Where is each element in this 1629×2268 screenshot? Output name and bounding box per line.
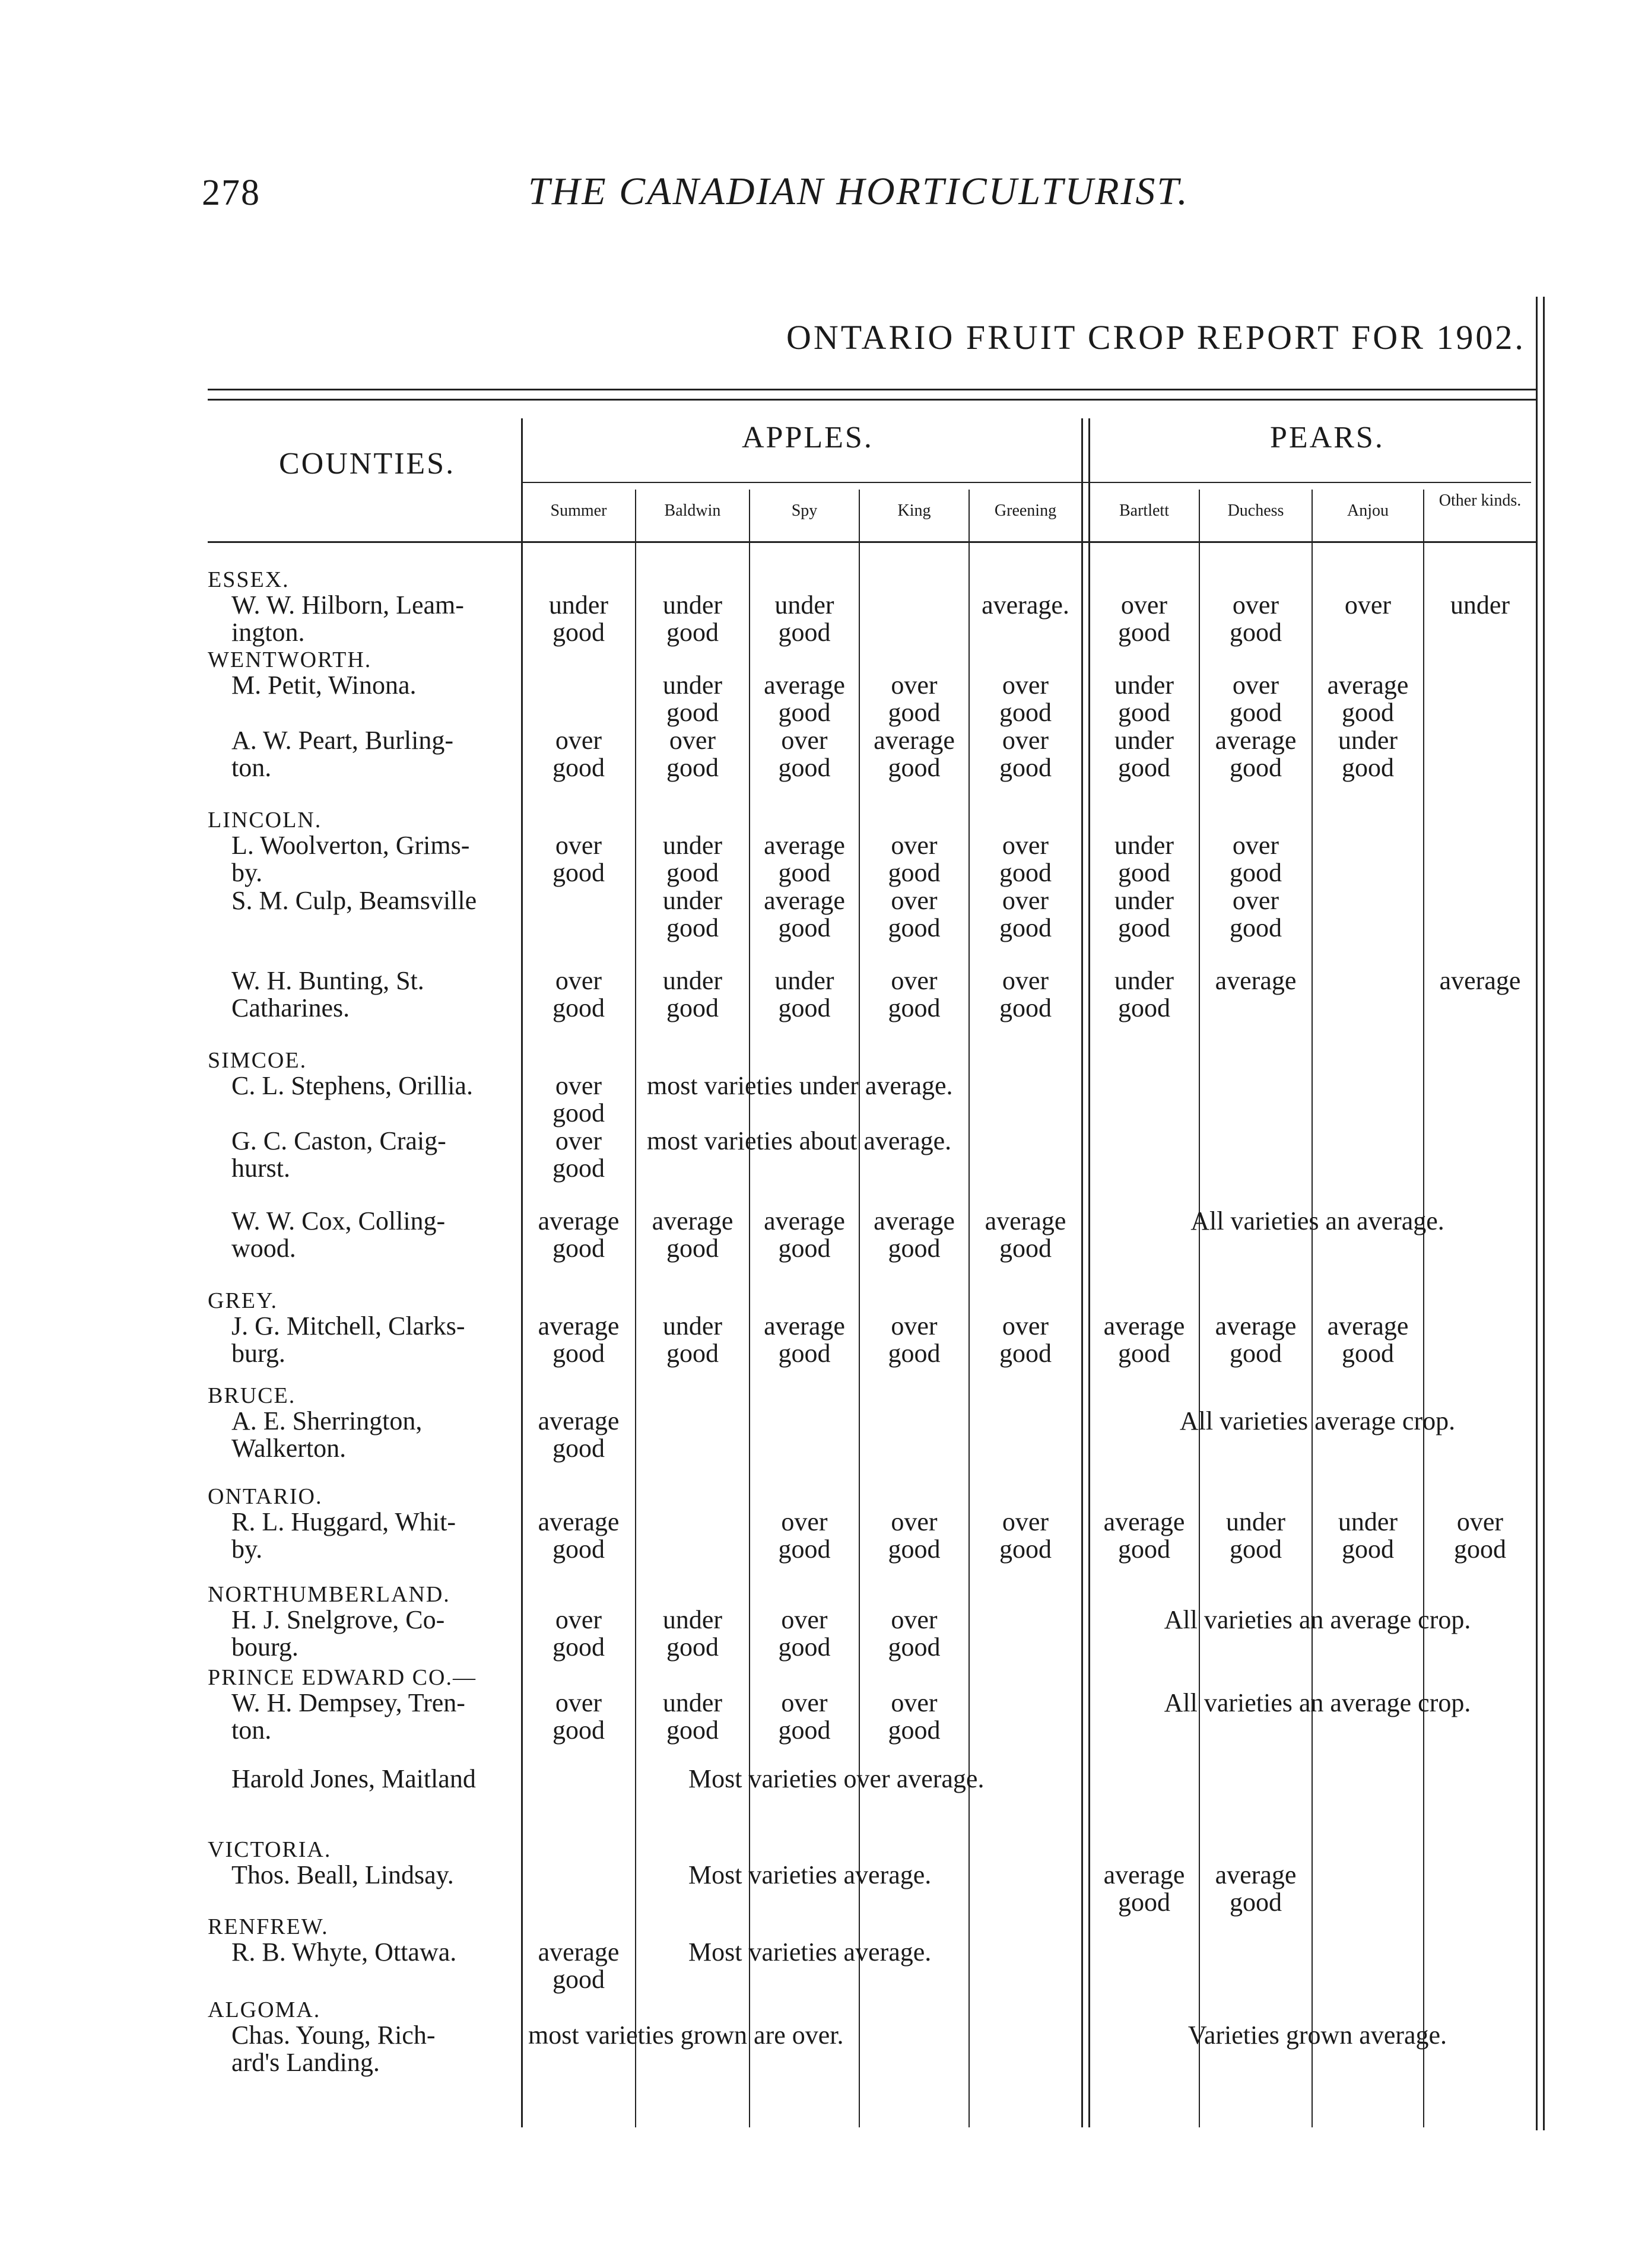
report-title: ONTARIO FRUIT CROP REPORT FOR 1902. bbox=[786, 318, 1526, 357]
cell-anjou: over bbox=[1344, 590, 1392, 620]
col-summer: Summer bbox=[550, 501, 607, 520]
grower-name: L. Woolverton, Grims- bbox=[231, 831, 470, 860]
cell-bartlett: under bbox=[1114, 966, 1174, 995]
top-rule-1 bbox=[208, 389, 1537, 390]
county-name: PRINCE EDWARD CO.— bbox=[208, 1665, 477, 1690]
cell-baldwin: under bbox=[662, 886, 723, 915]
grower-name: C. L. Stephens, Orillia. bbox=[231, 1071, 473, 1100]
pears-span-note: All varieties an average crop. bbox=[1164, 1688, 1471, 1717]
top-rule-2 bbox=[208, 399, 1537, 401]
cell-baldwin-quality: good bbox=[666, 1234, 719, 1263]
grower-name: W. W. Cox, Colling- bbox=[231, 1206, 446, 1235]
cell-king-quality: good bbox=[888, 1234, 941, 1263]
grower-name-cont: by. bbox=[231, 1535, 263, 1564]
cell-anjou: under bbox=[1338, 726, 1398, 755]
county-name: NORTHUMBERLAND. bbox=[208, 1582, 450, 1607]
cell-spy: average bbox=[764, 1311, 845, 1341]
cell-greening-quality: good bbox=[999, 993, 1052, 1022]
cell-duchess-quality: good bbox=[1230, 913, 1282, 942]
cell-anjou-quality: good bbox=[1342, 1535, 1394, 1564]
cell-anjou: average bbox=[1327, 1311, 1409, 1341]
cell-spy-quality: good bbox=[778, 858, 831, 887]
cell-baldwin-quality: good bbox=[666, 858, 719, 887]
cell-summer: under bbox=[548, 590, 609, 620]
col-duchess: Duchess bbox=[1227, 501, 1284, 520]
cell-greening: over bbox=[1002, 1311, 1049, 1341]
cell-anjou: average bbox=[1327, 671, 1409, 700]
cell-summer-quality: good bbox=[552, 993, 605, 1022]
cell-anjou-quality: good bbox=[1342, 1339, 1394, 1368]
cell-baldwin-quality: good bbox=[666, 698, 719, 727]
cell-bartlett: average bbox=[1103, 1311, 1185, 1341]
cell-baldwin-quality: good bbox=[666, 618, 719, 647]
cell-anjou: under bbox=[1338, 1507, 1398, 1536]
cell-spy: under bbox=[774, 590, 834, 620]
cell-bartlett-quality: good bbox=[1118, 618, 1170, 647]
grower-name: Thos. Beall, Lindsay. bbox=[231, 1860, 454, 1889]
cell-king-quality: good bbox=[888, 1632, 941, 1662]
cell-summer: over bbox=[555, 726, 602, 755]
cell-bartlett: under bbox=[1114, 671, 1174, 700]
apples-span-note: most varieties grown are over. bbox=[528, 2021, 844, 2050]
county-name: BRUCE. bbox=[208, 1383, 296, 1408]
cell-greening-quality: good bbox=[999, 1339, 1052, 1368]
cell-spy-quality: good bbox=[778, 698, 831, 727]
apples-header: APPLES. bbox=[742, 421, 874, 455]
grower-name: M. Petit, Winona. bbox=[231, 671, 417, 700]
pears-span-note: All varieties an average crop. bbox=[1164, 1605, 1471, 1634]
cell-spy-quality: good bbox=[778, 1632, 831, 1662]
cell-duchess-quality: good bbox=[1230, 1888, 1282, 1917]
cell-duchess: average bbox=[1215, 726, 1297, 755]
cell-greening: over bbox=[1002, 1507, 1049, 1536]
group-underline bbox=[522, 482, 1531, 483]
cell-baldwin: under bbox=[662, 1605, 723, 1634]
cell-greening: over bbox=[1002, 831, 1049, 860]
cell-summer: over bbox=[555, 831, 602, 860]
grower-name-cont: hurst. bbox=[231, 1154, 290, 1183]
cell-king-quality: good bbox=[888, 858, 941, 887]
cell-greening-quality: good bbox=[999, 858, 1052, 887]
cell-king: over bbox=[891, 886, 938, 915]
cell-summer: average bbox=[538, 1507, 620, 1536]
col-greening: Greening bbox=[994, 501, 1057, 520]
right-border-inner bbox=[1536, 297, 1538, 2130]
cell-summer: over bbox=[555, 1071, 602, 1100]
cell-king-quality: good bbox=[888, 913, 941, 942]
grower-name-cont: Walkerton. bbox=[231, 1434, 347, 1463]
cell-summer-quality: good bbox=[552, 1965, 605, 1994]
col-spy: Spy bbox=[791, 501, 818, 520]
cell-baldwin-quality: good bbox=[666, 913, 719, 942]
col-baldwin: Baldwin bbox=[664, 501, 721, 520]
cell-duchess: average bbox=[1215, 1311, 1297, 1341]
cell-baldwin: under bbox=[662, 590, 723, 620]
cell-summer-quality: good bbox=[552, 753, 605, 782]
cell-summer-quality: good bbox=[552, 1234, 605, 1263]
cell-other: under bbox=[1450, 590, 1510, 620]
right-border-outer bbox=[1543, 297, 1545, 2130]
cell-spy: average bbox=[764, 671, 845, 700]
cell-bartlett-quality: good bbox=[1118, 1339, 1170, 1368]
cell-summer: over bbox=[555, 1688, 602, 1717]
col-sep-apples-pears-1 bbox=[1081, 418, 1083, 2127]
cell-duchess: over bbox=[1232, 886, 1279, 915]
county-name: WENTWORTH. bbox=[208, 647, 372, 672]
cell-summer: average bbox=[538, 1937, 620, 1967]
cell-duchess: over bbox=[1232, 590, 1279, 620]
pears-span-note: All varieties an average. bbox=[1190, 1206, 1444, 1235]
cell-spy-quality: good bbox=[778, 753, 831, 782]
apples-span-note: Most varieties average. bbox=[688, 1860, 932, 1889]
cell-greening: over bbox=[1002, 966, 1049, 995]
grower-name-cont: by. bbox=[231, 858, 263, 887]
county-name: SIMCOE. bbox=[208, 1048, 307, 1073]
cell-bartlett-quality: good bbox=[1118, 753, 1170, 782]
grower-name: H. J. Snelgrove, Co- bbox=[231, 1605, 445, 1634]
cell-greening: average. bbox=[982, 590, 1069, 620]
cell-spy-quality: good bbox=[778, 1234, 831, 1263]
cell-spy: over bbox=[781, 1507, 828, 1536]
grower-name: A. W. Peart, Burling- bbox=[231, 726, 453, 755]
cell-summer: over bbox=[555, 1605, 602, 1634]
cell-summer: average bbox=[538, 1206, 620, 1235]
grower-name-cont: bourg. bbox=[231, 1632, 299, 1662]
cell-bartlett: average bbox=[1103, 1860, 1185, 1889]
grower-name-cont: Catharines. bbox=[231, 993, 350, 1022]
cell-summer-quality: good bbox=[552, 1434, 605, 1463]
cell-duchess: over bbox=[1232, 671, 1279, 700]
cell-baldwin: under bbox=[662, 1688, 723, 1717]
cell-greening-quality: good bbox=[999, 698, 1052, 727]
cell-spy: average bbox=[764, 831, 845, 860]
cell-greening-quality: good bbox=[999, 1234, 1052, 1263]
cell-greening: average bbox=[985, 1206, 1066, 1235]
cell-baldwin-quality: good bbox=[666, 753, 719, 782]
cell-bartlett: under bbox=[1114, 886, 1174, 915]
cell-king: over bbox=[891, 1311, 938, 1341]
cell-king-quality: good bbox=[888, 1535, 941, 1564]
cell-anjou-quality: good bbox=[1342, 753, 1394, 782]
col-anjou: Anjou bbox=[1347, 501, 1389, 520]
county-name: GREY. bbox=[208, 1288, 278, 1313]
grower-name: W. H. Bunting, St. bbox=[231, 966, 424, 995]
cell-baldwin: over bbox=[669, 726, 716, 755]
cell-king: average bbox=[874, 1206, 955, 1235]
cell-summer: average bbox=[538, 1406, 620, 1435]
cell-other-quality: good bbox=[1454, 1535, 1506, 1564]
grower-name-cont: ington. bbox=[231, 618, 305, 647]
cell-greening: over bbox=[1002, 726, 1049, 755]
cell-duchess: average bbox=[1215, 1860, 1297, 1889]
grower-name: Harold Jones, Maitland bbox=[231, 1764, 476, 1793]
cell-summer-quality: good bbox=[552, 1535, 605, 1564]
cell-bartlett-quality: good bbox=[1118, 993, 1170, 1022]
grower-name-cont: ton. bbox=[231, 753, 272, 782]
cell-baldwin: under bbox=[662, 966, 723, 995]
cell-bartlett: under bbox=[1114, 831, 1174, 860]
cell-king: average bbox=[874, 726, 955, 755]
cell-king-quality: good bbox=[888, 1716, 941, 1745]
cell-bartlett-quality: good bbox=[1118, 858, 1170, 887]
cell-king: over bbox=[891, 831, 938, 860]
cell-duchess-quality: good bbox=[1230, 753, 1282, 782]
pears-header: PEARS. bbox=[1270, 421, 1385, 455]
grower-name-cont: burg. bbox=[231, 1339, 285, 1368]
cell-king-quality: good bbox=[888, 1339, 941, 1368]
cell-summer-quality: good bbox=[552, 1339, 605, 1368]
grower-name: W. H. Dempsey, Tren- bbox=[231, 1688, 465, 1717]
cell-summer-quality: good bbox=[552, 1154, 605, 1183]
cell-duchess-quality: good bbox=[1230, 1535, 1282, 1564]
cell-duchess-quality: good bbox=[1230, 618, 1282, 647]
cell-baldwin: average bbox=[652, 1206, 733, 1235]
cell-spy: over bbox=[781, 1605, 828, 1634]
county-name: ESSEX. bbox=[208, 567, 290, 592]
grower-name: G. C. Caston, Craig- bbox=[231, 1126, 446, 1155]
cell-summer-quality: good bbox=[552, 1098, 605, 1127]
grower-name-cont: ton. bbox=[231, 1716, 272, 1745]
cell-greening-quality: good bbox=[999, 1535, 1052, 1564]
cell-king: over bbox=[891, 1605, 938, 1634]
county-name: VICTORIA. bbox=[208, 1837, 332, 1862]
cell-greening-quality: good bbox=[999, 913, 1052, 942]
grower-name: J. G. Mitchell, Clarks- bbox=[231, 1311, 465, 1341]
cell-spy: over bbox=[781, 726, 828, 755]
cell-bartlett: over bbox=[1120, 590, 1168, 620]
cell-summer-quality: good bbox=[552, 858, 605, 887]
cell-king-quality: good bbox=[888, 753, 941, 782]
cell-king-quality: good bbox=[888, 698, 941, 727]
col-sep-anjou bbox=[1423, 490, 1424, 2127]
header-bottom-rule bbox=[208, 541, 1537, 543]
county-name: LINCOLN. bbox=[208, 808, 322, 833]
cell-greening-quality: good bbox=[999, 753, 1052, 782]
cell-baldwin-quality: good bbox=[666, 1339, 719, 1368]
cell-bartlett-quality: good bbox=[1118, 1888, 1170, 1917]
cell-bartlett: average bbox=[1103, 1507, 1185, 1536]
grower-name-cont: wood. bbox=[231, 1234, 296, 1263]
col-bartlett: Bartlett bbox=[1119, 501, 1169, 520]
cell-summer: average bbox=[538, 1311, 620, 1341]
cell-baldwin: under bbox=[662, 671, 723, 700]
cell-baldwin: under bbox=[662, 1311, 723, 1341]
cell-spy-quality: good bbox=[778, 1535, 831, 1564]
cell-baldwin-quality: good bbox=[666, 1632, 719, 1662]
cell-king: over bbox=[891, 966, 938, 995]
cell-greening: over bbox=[1002, 671, 1049, 700]
col-other-kinds: Other kinds. bbox=[1439, 491, 1522, 510]
grower-name: W. W. Hilborn, Leam- bbox=[231, 590, 464, 620]
cell-summer-quality: good bbox=[552, 618, 605, 647]
cell-spy-quality: good bbox=[778, 1339, 831, 1368]
pears-span-note: All varieties average crop. bbox=[1179, 1406, 1456, 1435]
cell-king: over bbox=[891, 1688, 938, 1717]
county-name: RENFREW. bbox=[208, 1914, 329, 1939]
cell-duchess-quality: good bbox=[1230, 858, 1282, 887]
col-sep-counties bbox=[521, 418, 523, 2127]
cell-duchess: average bbox=[1215, 966, 1297, 995]
cell-baldwin: under bbox=[662, 831, 723, 860]
cell-summer-quality: good bbox=[552, 1632, 605, 1662]
grower-name: R. L. Huggard, Whit- bbox=[231, 1507, 456, 1536]
cell-spy: over bbox=[781, 1688, 828, 1717]
apples-span-note: most varieties under average. bbox=[647, 1071, 953, 1100]
cell-other: over bbox=[1456, 1507, 1504, 1536]
county-name: ONTARIO. bbox=[208, 1484, 323, 1509]
cell-baldwin-quality: good bbox=[666, 1716, 719, 1745]
cell-bartlett-quality: good bbox=[1118, 698, 1170, 727]
page-number: 278 bbox=[202, 173, 261, 213]
grower-name-cont: ard's Landing. bbox=[231, 2048, 380, 2077]
cell-anjou-quality: good bbox=[1342, 698, 1394, 727]
cell-duchess-quality: good bbox=[1230, 1339, 1282, 1368]
journal-title: THE CANADIAN HORTICULTURIST. bbox=[528, 170, 1189, 213]
cell-other: average bbox=[1439, 966, 1521, 995]
cell-spy: under bbox=[774, 966, 834, 995]
cell-summer-quality: good bbox=[552, 1716, 605, 1745]
cell-bartlett-quality: good bbox=[1118, 913, 1170, 942]
grower-name: S. M. Culp, Beamsville bbox=[231, 886, 477, 915]
cell-spy-quality: good bbox=[778, 618, 831, 647]
cell-baldwin-quality: good bbox=[666, 993, 719, 1022]
cell-bartlett: under bbox=[1114, 726, 1174, 755]
cell-spy-quality: good bbox=[778, 1716, 831, 1745]
cell-bartlett-quality: good bbox=[1118, 1535, 1170, 1564]
apples-span-note: Most varieties average. bbox=[688, 1937, 932, 1967]
grower-name: R. B. Whyte, Ottawa. bbox=[231, 1937, 457, 1967]
cell-spy-quality: good bbox=[778, 993, 831, 1022]
cell-duchess: under bbox=[1225, 1507, 1286, 1536]
cell-king-quality: good bbox=[888, 993, 941, 1022]
apples-span-note: most varieties about average. bbox=[647, 1126, 952, 1155]
cell-summer: over bbox=[555, 966, 602, 995]
cell-king: over bbox=[891, 1507, 938, 1536]
cell-spy: average bbox=[764, 1206, 845, 1235]
cell-summer: over bbox=[555, 1126, 602, 1155]
counties-header: COUNTIES. bbox=[279, 447, 456, 481]
grower-name: Chas. Young, Rich- bbox=[231, 2021, 436, 2050]
county-name: ALGOMA. bbox=[208, 1997, 321, 2022]
cell-spy: average bbox=[764, 886, 845, 915]
cell-spy-quality: good bbox=[778, 913, 831, 942]
cell-king: over bbox=[891, 671, 938, 700]
cell-duchess-quality: good bbox=[1230, 698, 1282, 727]
pears-span-note: Varieties grown average. bbox=[1187, 2021, 1447, 2050]
apples-span-note: Most varieties over average. bbox=[688, 1764, 985, 1793]
cell-duchess: over bbox=[1232, 831, 1279, 860]
cell-greening: over bbox=[1002, 886, 1049, 915]
grower-name: A. E. Sherrington, bbox=[231, 1406, 423, 1435]
col-king: King bbox=[897, 501, 931, 520]
